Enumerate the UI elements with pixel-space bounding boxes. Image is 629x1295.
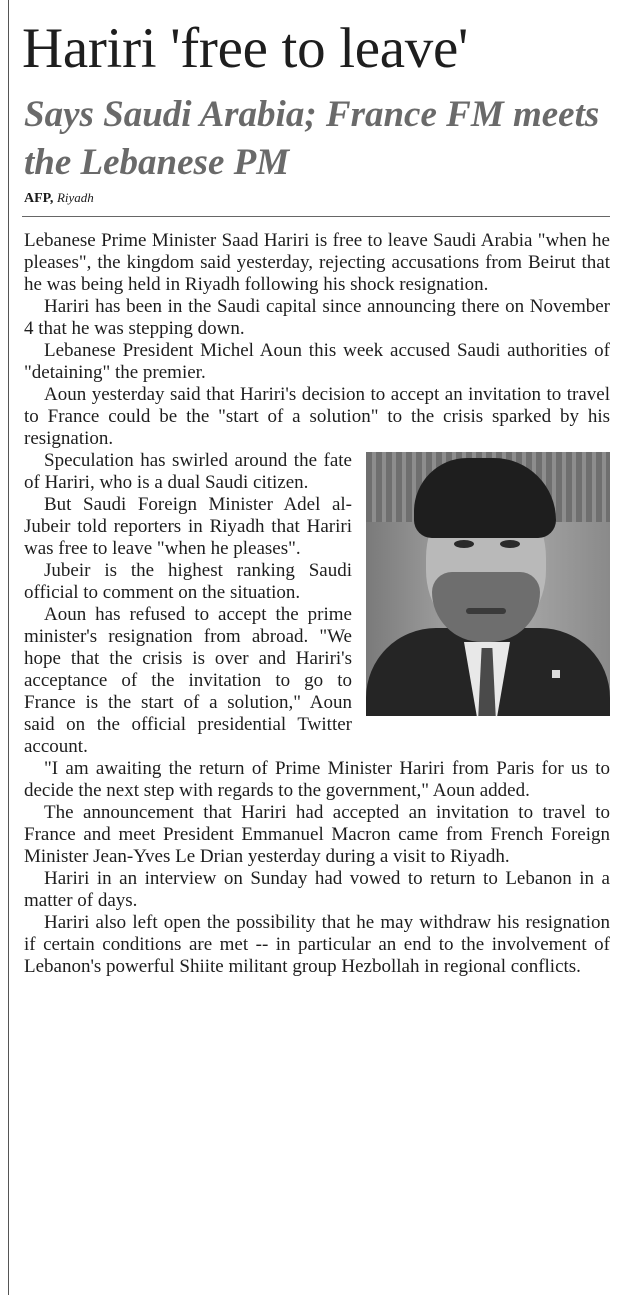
paragraph-3: Lebanese President Michel Aoun this week accused Saudi authorities of "detaining" the premier. [24,340,610,383]
paragraph-1: Lebanese Prime Minister Saad Hariri is free to leave Saudi Arabia "when he pleases", the kingdom said yesterday, rejecting accusations from Beirut that he was being held in Riyadh following his shock resignation. [24,230,610,295]
paragraph-12: Hariri also left open the possibility that he may withdraw his resignation if certain conditions are met -- in particular an end to the involvement of Lebanon's powerful Shiite militant group Hezbollah in regional conflicts. [24,912,610,977]
byline-agency: AFP, [24,191,54,206]
photo-mouth [466,608,506,614]
paragraph-10: The announcement that Hariri had accepted an invitation to travel to France and meet President Emmanuel Macron came from French Foreign Minister Jean-Yves Le Drian yesterday during a visit to Riyadh. [24,802,610,867]
byline [24,190,94,207]
hariri-photo [366,452,610,716]
headline: Hariri 'free to leave' [22,17,468,80]
photo-eye-left [454,540,474,548]
paragraph-8: Aoun has refused to accept the prime minister's resignation from abroad. "We hope that the crisis is over and Hariri's acceptance of the invitation to go to France is the start of a solution," Aoun said on the official presidential Twitter account. [24,604,352,757]
paragraph-2: Hariri has been in the Saudi capital since announcing there on November 4 that he was stepping down. [24,296,610,339]
paragraph-9: "I am awaiting the return of Prime Minister Hariri from Paris for us to decide the next step with regards to the government," Aoun added. [24,758,610,801]
article-body [24,230,610,978]
paragraph-11: Hariri in an interview on Sunday had vowed to return to Lebanon in a matter of days. [24,868,610,911]
photo-eye-right [500,540,520,548]
byline-place: Riyadh [56,190,94,205]
byline-divider [22,216,610,217]
paragraph-7: Jubeir is the highest ranking Saudi official to comment on the situation. [24,560,352,603]
subheadline: Says Saudi Arabia; France FM meets the Lebanese PM [24,94,600,183]
photo-lapel-pin [552,670,560,678]
paragraph-4: Aoun yesterday said that Hariri's decision to accept an invitation to travel to France could be the "start of a solution" to the crisis sparked by his resignation. [24,384,610,449]
paragraph-5: Speculation has swirled around the fate of Hariri, who is a dual Saudi citizen. [24,450,352,493]
column-rule [8,0,9,1295]
paragraph-6: But Saudi Foreign Minister Adel al-Jubeir told reporters in Riyadh that Hariri was free to leave "when he pleases". [24,494,352,559]
